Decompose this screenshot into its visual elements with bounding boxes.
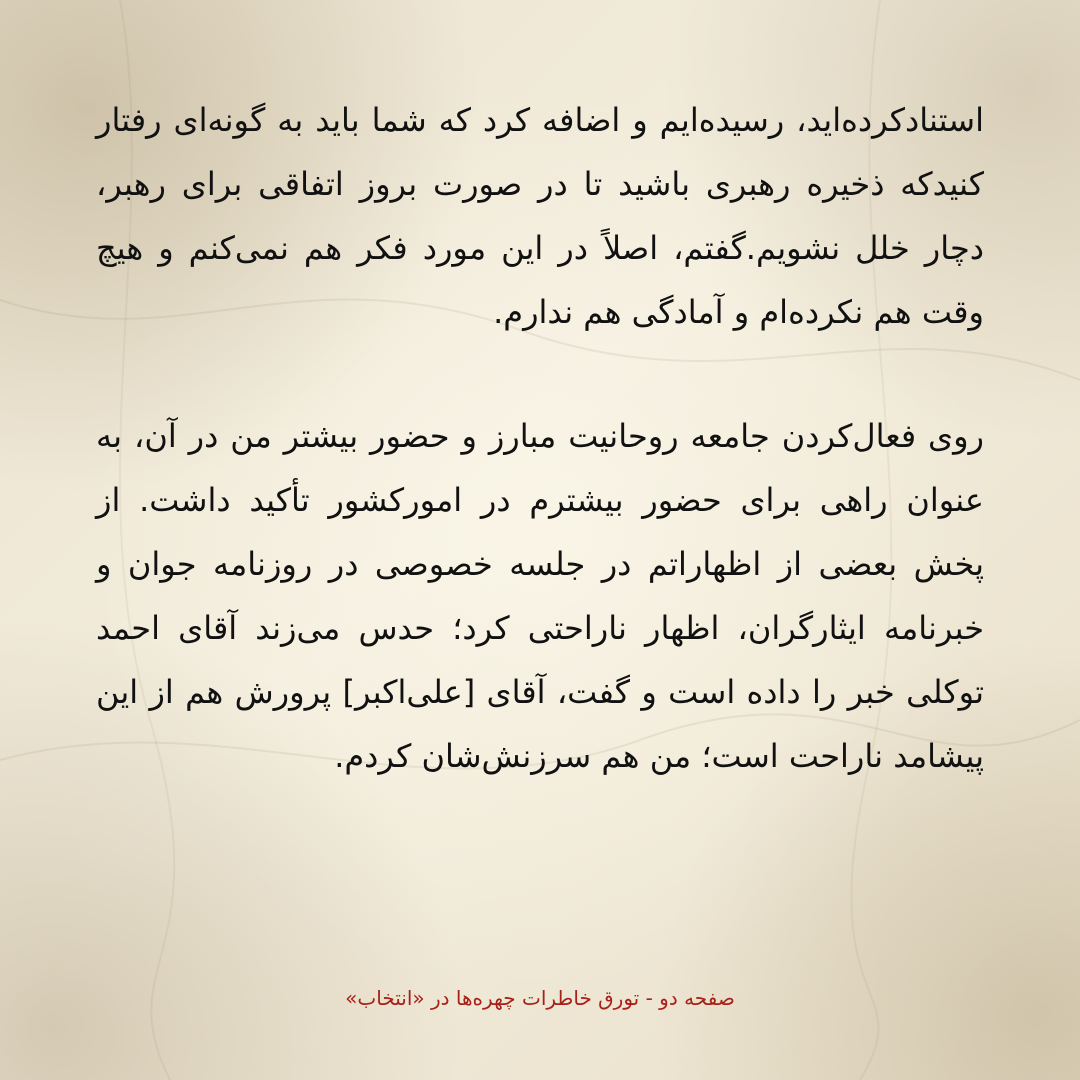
- paragraph-1: استنادکرده‌اید، رسیده‌ایم و اضافه کرد که شما باید به گونه‌ای رفتار کنیدکه ذخیره رهبری باشید تا در صورت بروز اتفاقی برای رهبر، دچار خلل نشویم.گفتم، اصلاً در این مورد فکر هم نمی‌کنم و هیچ وقت هم نکرده‌ام و آمادگی هم ندارم.: [96, 101, 984, 331]
- article-body: [96, 88, 984, 788]
- paragraph-2: روی فعال‌کردن جامعه روحانیت مبارز و حضور بیشتر من در آن، به عنوان راهی برای حضور بیشترم در اموركشور تأكید داشت. از پخش بعضی از اظهاراتم در جلسه خصوصی در روزنامه جوان و خبرنامه ایثارگران، اظهار ناراحتی کرد؛ حدس می‌زند آقای احمد توکلی خبر را داده است و گفت، آقای [علی‌اکبر] پرورش هم از این پیشامد ناراحت است؛ من هم سرزنش‌شان کردم.: [96, 417, 984, 775]
- page-footer: صفحه دو - تورق خاطرات چهره‌ها در «انتخاب»: [345, 986, 735, 1010]
